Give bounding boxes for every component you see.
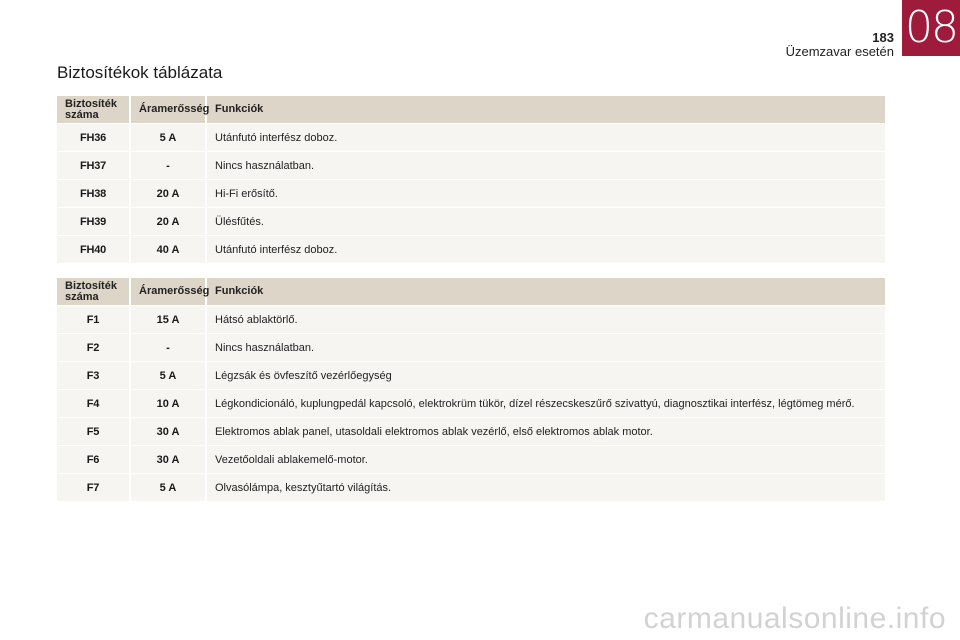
column-header-fuse: Biztosíték száma	[57, 278, 131, 305]
fuse-table-fh	[57, 96, 885, 263]
table-row	[57, 361, 885, 389]
amperage-cell: 20 A	[131, 207, 207, 235]
table-row	[57, 235, 885, 263]
table-row	[57, 389, 885, 417]
function-cell: Hátsó ablaktörlő.	[207, 305, 885, 333]
watermark: carmanualsonline.info	[643, 602, 946, 635]
amperage-cell: 30 A	[131, 445, 207, 473]
function-cell: Utánfutó interfész doboz.	[207, 235, 885, 263]
fuse-id-cell: FH39	[57, 207, 131, 235]
fuse-id-cell: F6	[57, 445, 131, 473]
amperage-cell: 15 A	[131, 305, 207, 333]
function-cell: Légkondicionáló, kuplungpedál kapcsoló, elektrokrüm tükör, dízel részecskeszűrő szivattyú, diagnosztikai interfész, légtömeg mérő.	[207, 389, 885, 417]
amperage-cell: 10 A	[131, 389, 207, 417]
function-cell: Utánfutó interfész doboz.	[207, 123, 885, 151]
section-title: Biztosítékok táblázata	[57, 63, 223, 82]
column-header-fuse: Biztosíték száma	[57, 96, 131, 123]
table-row	[57, 445, 885, 473]
fuse-id-cell: F1	[57, 305, 131, 333]
fuse-id-cell: F4	[57, 389, 131, 417]
table-row	[57, 305, 885, 333]
function-cell: Légzsák és övfeszítő vezérlőegység	[207, 361, 885, 389]
fuse-id-cell: F3	[57, 361, 131, 389]
table-row	[57, 151, 885, 179]
fuse-id-cell: FH36	[57, 123, 131, 151]
table-row	[57, 333, 885, 361]
fuse-id-cell: F7	[57, 473, 131, 501]
fuse-id-cell: F5	[57, 417, 131, 445]
column-header-functions: Funkciók	[207, 96, 885, 123]
chapter-tab: 08	[902, 0, 960, 56]
amperage-cell: 40 A	[131, 235, 207, 263]
table-row	[57, 207, 885, 235]
fuse-id-cell: FH38	[57, 179, 131, 207]
function-cell: Elektromos ablak panel, utasoldali elektromos ablak vezérlő, első elektromos ablak motor.	[207, 417, 885, 445]
column-header-functions: Funkciók	[207, 278, 885, 305]
amperage-cell: -	[131, 151, 207, 179]
table-header-row	[57, 96, 885, 123]
fuse-id-cell: F2	[57, 333, 131, 361]
amperage-cell: 30 A	[131, 417, 207, 445]
table-row	[57, 179, 885, 207]
amperage-cell: 20 A	[131, 179, 207, 207]
table-row	[57, 123, 885, 151]
table-row	[57, 473, 885, 501]
table-row	[57, 417, 885, 445]
column-header-amperage: Áramerősség	[131, 96, 207, 123]
function-cell: Ülésfűtés.	[207, 207, 885, 235]
fuse-id-cell: FH40	[57, 235, 131, 263]
amperage-cell: 5 A	[131, 123, 207, 151]
page-header	[0, 0, 960, 60]
amperage-cell: 5 A	[131, 361, 207, 389]
function-cell: Olvasólámpa, kesztyűtartó világítás.	[207, 473, 885, 501]
fuse-table-f	[57, 278, 885, 501]
column-header-amperage: Áramerősség	[131, 278, 207, 305]
page-number: 183	[872, 30, 894, 45]
function-cell: Vezetőoldali ablakemelő-motor.	[207, 445, 885, 473]
function-cell: Hi-Fi erősítő.	[207, 179, 885, 207]
fuse-id-cell: FH37	[57, 151, 131, 179]
table-header-row	[57, 278, 885, 305]
amperage-cell: -	[131, 333, 207, 361]
chapter-name: Üzemzavar esetén	[785, 44, 894, 59]
function-cell: Nincs használatban.	[207, 151, 885, 179]
function-cell: Nincs használatban.	[207, 333, 885, 361]
amperage-cell: 5 A	[131, 473, 207, 501]
